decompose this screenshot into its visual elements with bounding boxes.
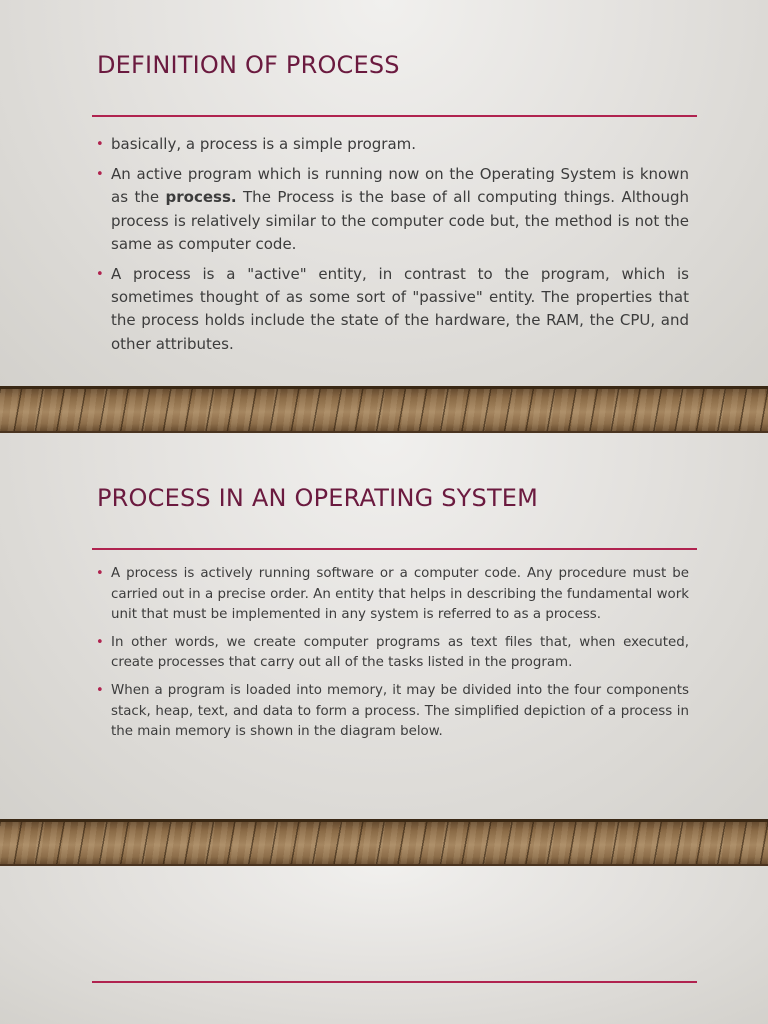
bullet-text: A process is actively running software or a computer code. Any procedure must be carried out in a precise order. An entity that helps in describing the fundamental work unit that must be implemented in any system is referred to as a process.	[111, 566, 689, 623]
wood-floor-band	[0, 386, 768, 433]
bullet-text: When a program is loaded into memory, it may be divided into the four components stack, heap, text, and data to form a process. The simplified depiction of a process in the main memory is shown in the diagram below.	[111, 682, 689, 740]
bullet-marker: •	[96, 634, 104, 650]
title-divider	[92, 548, 697, 550]
bullet-item	[92, 263, 689, 356]
bullet-list	[92, 133, 689, 363]
bullet-item	[92, 564, 689, 626]
bullet-item	[92, 681, 689, 743]
bullet-marker: •	[96, 267, 104, 283]
bullet-marker: •	[96, 682, 104, 698]
slide-partial	[0, 866, 768, 1024]
bullet-text-before: An active program which is running now on the Operating System is known as the	[111, 165, 689, 207]
bullet-text	[111, 165, 689, 253]
bullet-text-after: The Process is the base of all computing things. Although process is relatively similar to the computer code but, the method is not the same as computer code.	[111, 188, 689, 253]
bullet-marker: •	[96, 167, 104, 183]
title-divider	[92, 115, 697, 117]
slide-process-in-an-operating-system	[0, 433, 768, 819]
title-divider	[92, 981, 697, 983]
bullet-text: basically, a process is a simple program.	[111, 135, 417, 153]
bullet-item	[92, 633, 689, 674]
bullet-marker: •	[96, 137, 104, 152]
bullet-text: In other words, we create computer programs as text files that, when executed, create processes that carry out all of the tasks listed in the program.	[111, 634, 689, 671]
bullet-text-bold: process.	[165, 188, 237, 207]
bullet-list	[92, 564, 689, 750]
bullet-item	[92, 163, 689, 256]
slide-title: DEFINITION OF PROCESS	[97, 51, 400, 79]
bullet-item	[92, 133, 689, 156]
wood-floor-band	[0, 819, 768, 866]
slide-title: PROCESS IN AN OPERATING SYSTEM	[97, 484, 539, 512]
bullet-marker: •	[96, 566, 104, 581]
slide-definition-of-process	[0, 0, 768, 386]
bullet-text: A process is a "active" entity, in contrast to the program, which is sometimes thought of as some sort of "passive" entity. The properties that the process holds include the state of the hardware, the RAM, the CPU, and other attributes.	[111, 265, 689, 353]
